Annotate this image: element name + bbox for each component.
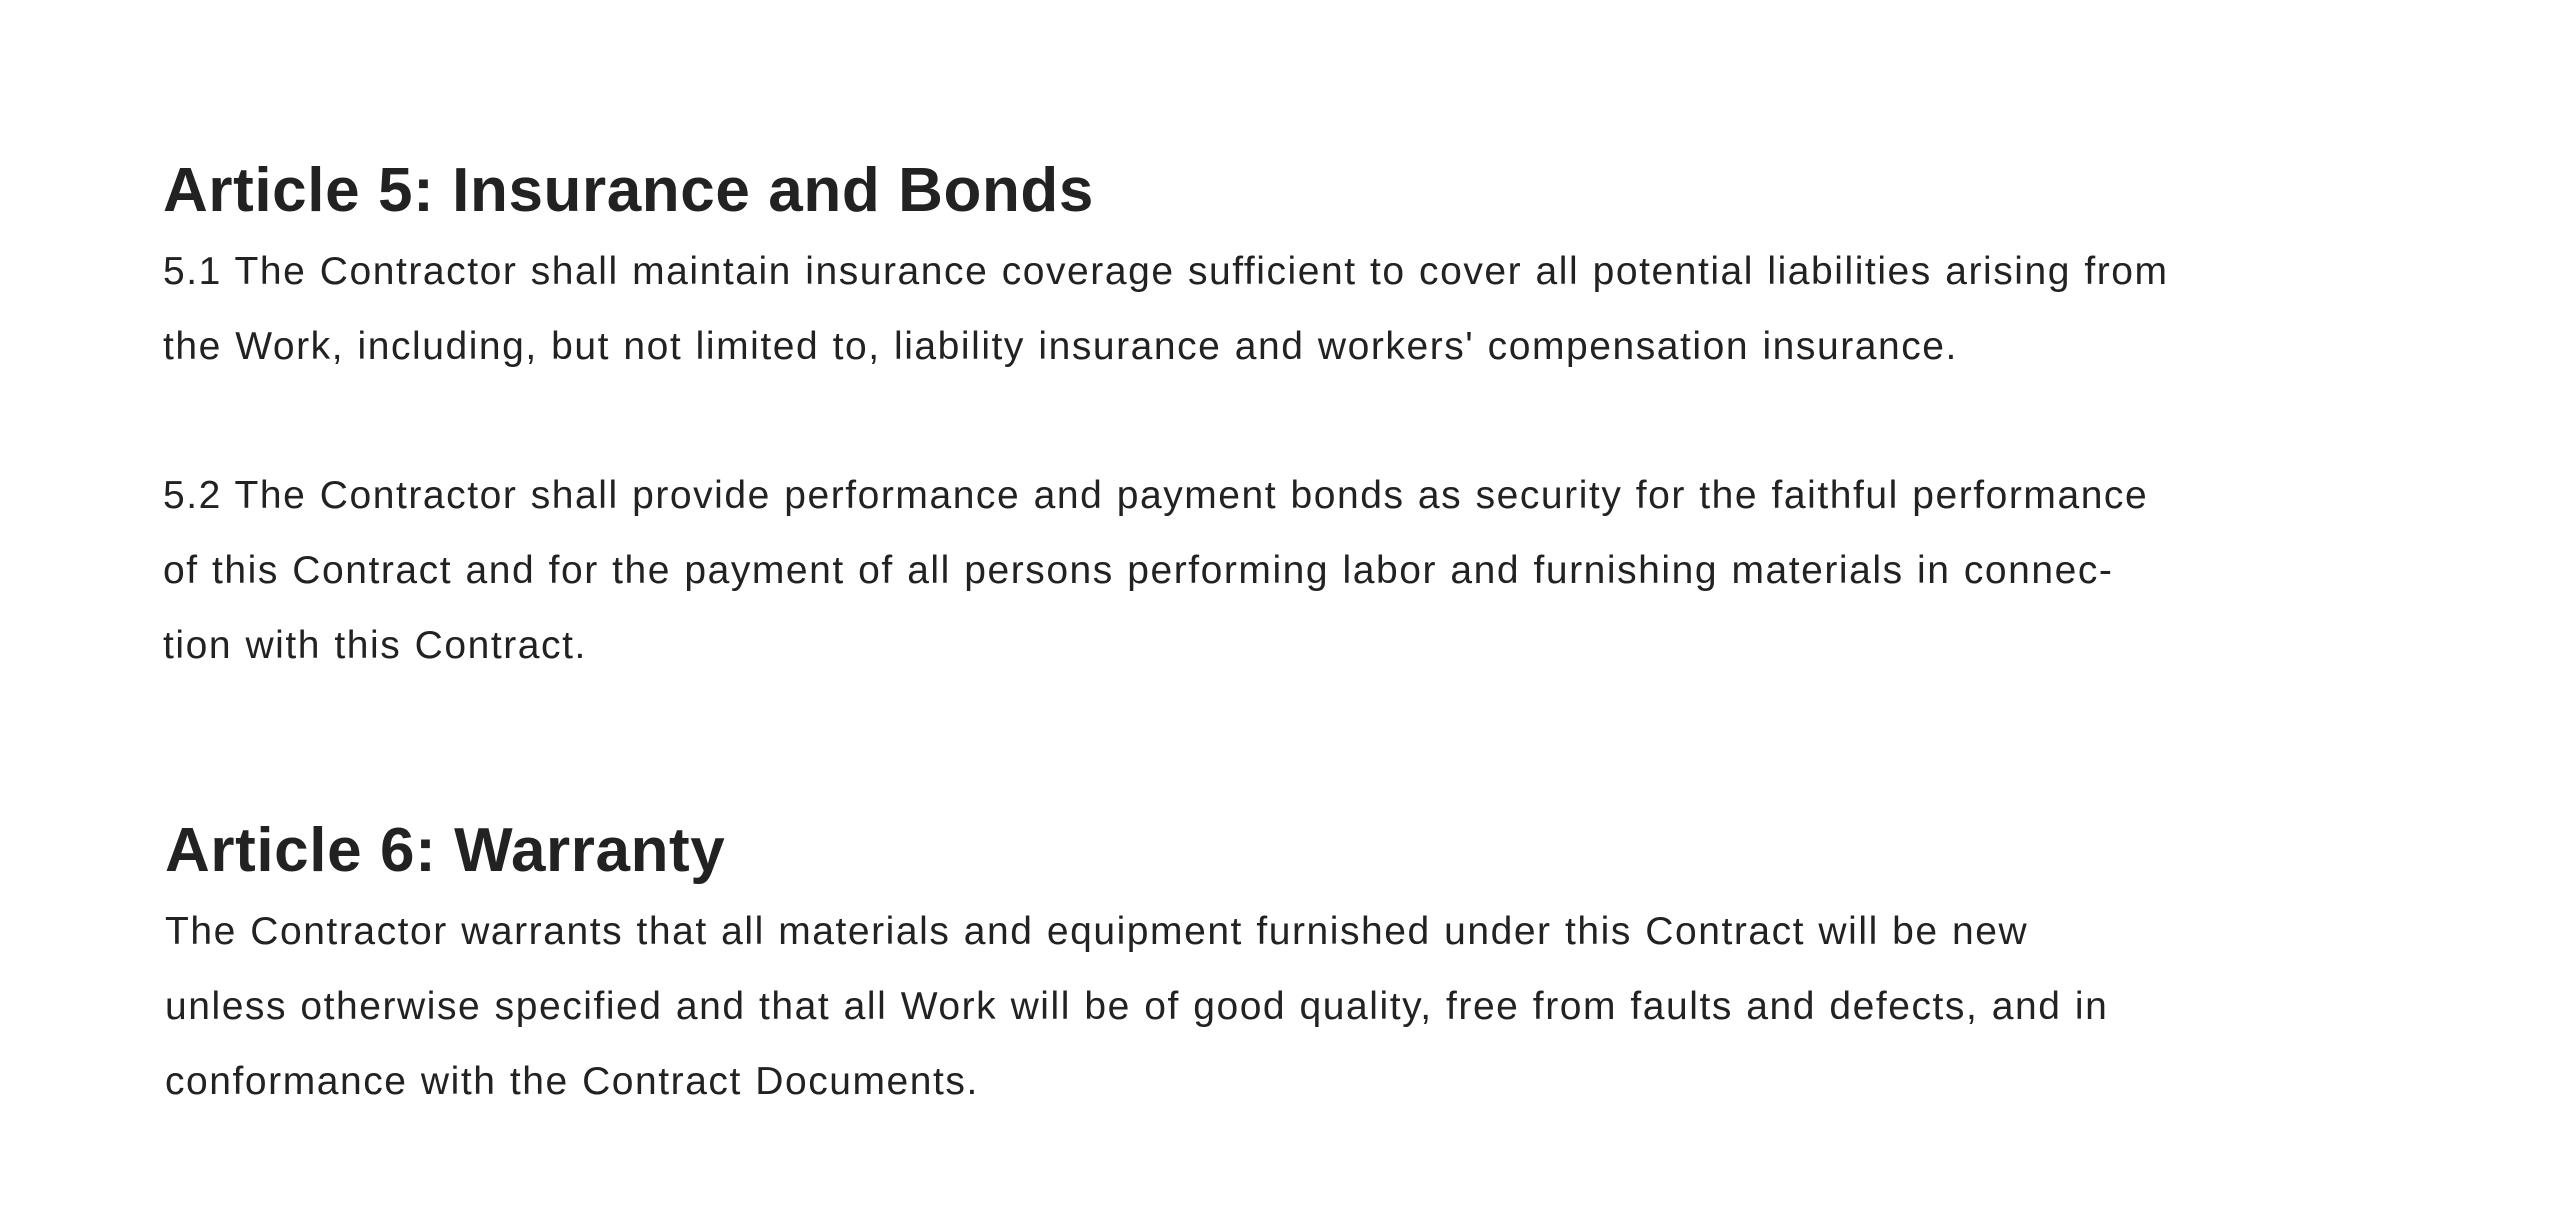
paragraph-line: of this Contract and for the payment of all persons performing labor and furnishing materials in connec- xyxy=(163,549,2114,592)
paragraph-5-2 xyxy=(163,458,2148,683)
paragraph-line: conformance with the Contract Documents. xyxy=(165,1060,979,1103)
paragraph-line: 5.2 The Contractor shall provide performance and payment bonds as security for the faithful performance xyxy=(163,474,2149,517)
paragraph-line: unless otherwise specified and that all Work will be of good quality, free from faults and defects, and in xyxy=(165,985,2109,1028)
article-5-heading: Article 5: Insurance and Bonds xyxy=(163,156,1094,225)
paragraph-line: 5.1 The Contractor shall maintain insurance coverage sufficient to cover all potential liabilities arising from xyxy=(163,250,2169,293)
paragraph-line: tion with this Contract. xyxy=(163,624,587,667)
article-6-heading: Article 6: Warranty xyxy=(165,816,726,885)
paragraph-line: the Work, including, but not limited to, liability insurance and workers' compensation insurance. xyxy=(163,325,1958,368)
paragraph-line: The Contractor warrants that all materials and equipment furnished under this Contract will be new xyxy=(165,910,2029,953)
paragraph-6-warranty xyxy=(165,894,2108,1119)
paragraph-5-1 xyxy=(163,234,2169,384)
